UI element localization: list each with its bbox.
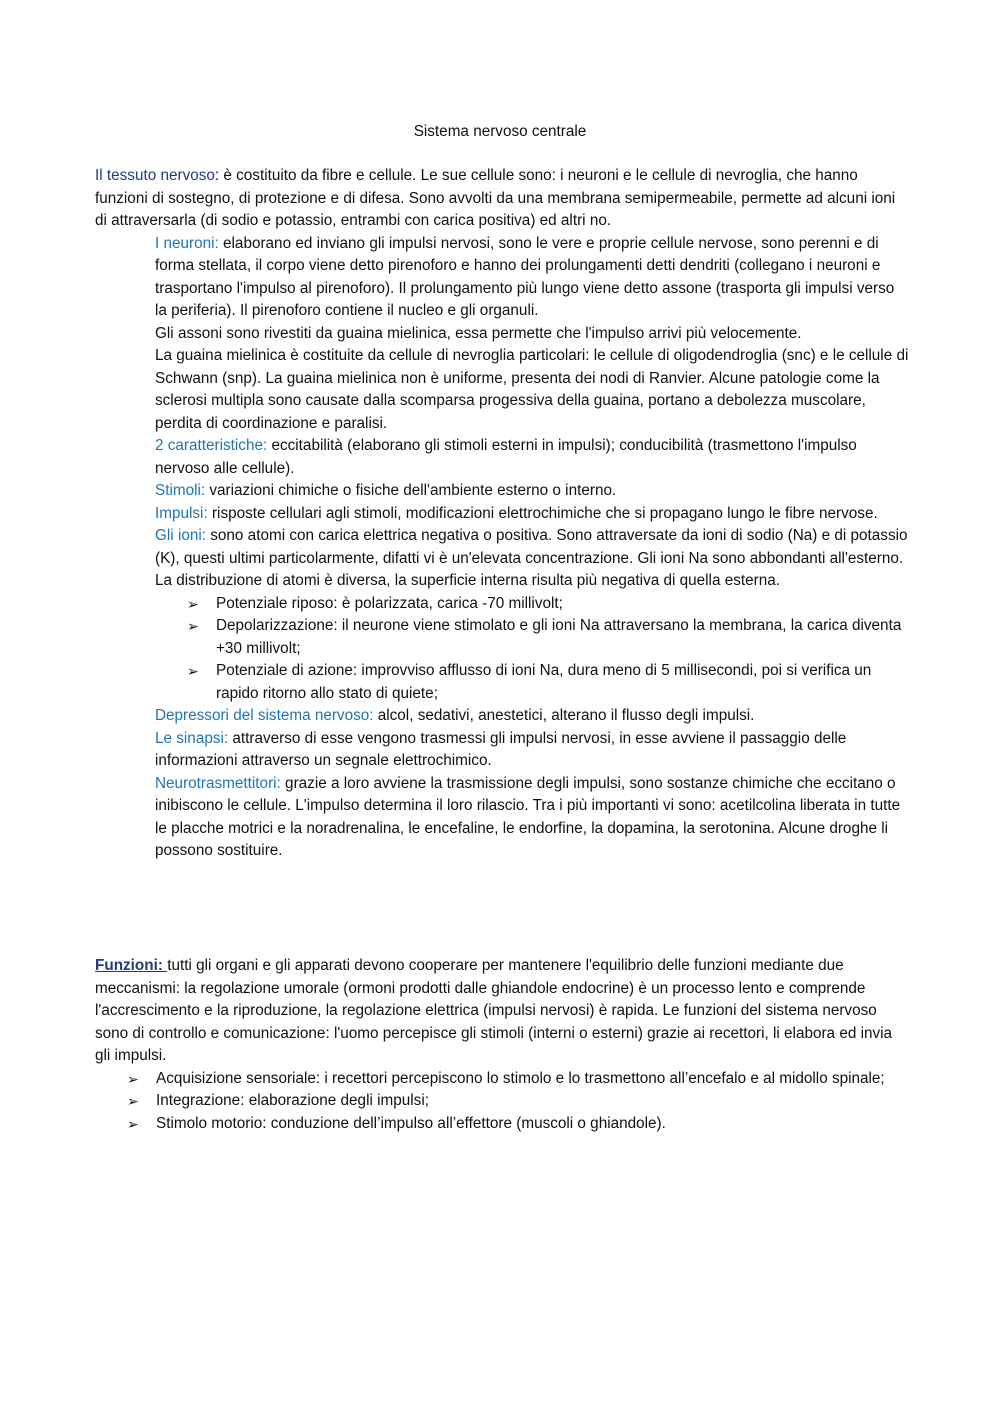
paragraph-impulsi <box>155 503 910 526</box>
label-tessuto: Il tessuto nervoso <box>95 167 215 184</box>
text-ioni: sono atomi con carica elettrica negativa o positiva. Sono attraversate da ioni di sodio (Na) e di potassio (K), questi ultimi particolarmente, difatti vi è un'elevata concentrazione. Gli ioni Na sono abbondanti all'esterno. <box>155 527 908 567</box>
paragraph-ioni <box>155 525 910 570</box>
list-item: ➢ Stimolo motorio: conduzione dell’impulso all’effettore (muscoli o ghiandole). <box>95 1113 910 1136</box>
arrow-bullet-icon: ➢ <box>187 618 199 634</box>
text-neurotrasmettitori: grazie a loro avviene la trasmissione degli impulsi, sono sostanze chimiche che eccitano o inibiscono le cellule. L'impulso determina il loro rilascio. Tra i più importanti vi sono: acetilcolina liberata in tutte le placche motrici e la noradrenalina, le encefaline, le endorfine, la dopamina, la serotonina. Alcune droghe li possono sostituire. <box>155 774 901 859</box>
section-tessuto <box>95 165 910 863</box>
list-item: ➢ Integrazione: elaborazione degli impulsi; <box>95 1090 910 1113</box>
list-item: ➢ Depolarizzazione: il neurone viene stimolato e gli ioni Na attraversano la membrana, la carica diventa +30 millivolt; <box>187 617 902 657</box>
text-tessuto: : è costituito da fibre e cellule. Le sue cellule sono: i neuroni e le cellule di nevroglia, che hanno funzioni di sostegno, di protezione e di difesa. Sono avvolti da una membrana semipermeabile, permette ad alcuni ioni di attraversarla (di sodio e potassio, entrambi con carica positiva) ed altri no. <box>95 167 896 229</box>
text-depressori: alcol, sedativi, anestetici, alterano il flusso degli impulsi. <box>373 707 755 724</box>
text-impulsi: risposte cellulari agli stimoli, modificazioni elettrochimiche che si propagano lungo le fibre nervose. <box>207 504 878 522</box>
paragraph-depressori <box>155 705 910 728</box>
paragraph-guaina: La guaina mielinica è costituite da cellule di nevroglia particolari: le cellule di oligodendroglia (snc) e le cellule di Schwann (snp). La guaina mielinica non è uniforme, presenta dei nodi di Ranvier. Alcune patologie come la sclerosi multipla sono causate dalla scomparsa progessiva della guaina, portano a debolezza muscolare, perdita di coordinazione e paralisi. <box>155 347 909 432</box>
text-sinapsi: attraverso di esse vengono trasmessi gli impulsi nervosi, in esse avviene il passaggio delle informazioni attraverso un segnale elettrochimico. <box>155 729 847 769</box>
label-depressori: Depressori del sistema nervoso: <box>155 707 374 724</box>
label-impulsi: Impulsi: <box>155 504 208 522</box>
arrow-bullet-icon: ➢ <box>127 1070 139 1087</box>
label-neuroni: I neuroni: <box>155 234 219 252</box>
label-stimoli: Stimoli: <box>155 482 206 499</box>
list-item: ➢ Acquisizione sensoriale: i recettori percepiscono lo stimolo e lo trasmettono all’encefalo e al midollo spinale; <box>95 1068 910 1091</box>
text-caratteristiche: eccitabilità (elaborano gli stimoli esterni in impulsi); conducibilità (trasmettono l'impulso nervoso alle cellule). <box>155 437 857 477</box>
paragraph-funzioni <box>95 955 910 1068</box>
paragraph-assoni: Gli assoni sono rivestiti da guaina mielinica, essa permette che l'impulso arrivi più velocemente. <box>155 324 802 342</box>
funzioni-list <box>95 1068 910 1136</box>
arrow-bullet-icon: ➢ <box>127 1115 139 1132</box>
indented-block-2 <box>155 705 910 863</box>
paragraph-distribuzione: La distribuzione di atomi è diversa, la superficie interna risulta più negativa di quella esterna. <box>155 572 780 589</box>
label-sinapsi: Le sinapsi: <box>155 729 229 747</box>
paragraph-neuroni <box>155 233 910 323</box>
arrow-bullet-icon: ➢ <box>187 595 199 612</box>
list-item: ➢ Potenziale riposo: è polarizzata, carica -70 millivolt; <box>95 593 910 616</box>
text-funzioni: tutti gli organi e gli apparati devono cooperare per mantenere l'equilibrio delle funzioni mediante due meccanismi: la regolazione umorale (ormoni prodotti dalle ghiandole endocrine) è un processo lento e comprende l'accrescimento e la riproduzione, la regolazione elettrica (impulsi nervosi) è rapida. Le funzioni del sistema nervoso sono di controllo e comunicazione: l'uomo percepisce gli stimoli (interni o esterni) grazie ai recettori, li elabora ed invia gli impulsi. <box>95 957 893 1064</box>
text-stimoli: variazioni chimiche o fisiche dell'ambiente esterno o interno. <box>205 482 617 499</box>
paragraph-stimoli <box>155 480 910 503</box>
label-neurotrasmettitori: Neurotrasmettitori: <box>155 774 281 792</box>
paragraph-tessuto <box>95 165 910 233</box>
label-ioni: Gli ioni: <box>155 527 207 544</box>
indented-block <box>155 233 910 593</box>
list-item: ➢ Potenziale di azione: improvviso afflusso di ioni Na, dura meno di 5 millisecondi, poi si verifica un rapido ritorno allo stato di quiete; <box>187 662 872 702</box>
arrow-bullet-icon: ➢ <box>127 1093 139 1109</box>
paragraph-caratteristiche <box>155 435 910 480</box>
label-caratteristiche: 2 caratteristiche: <box>155 437 268 454</box>
section-funzioni <box>95 955 910 1135</box>
potenziali-list <box>95 593 910 706</box>
label-funzioni: Funzioni: <box>95 957 168 974</box>
text-neuroni: elaborano ed inviano gli impulsi nervosi, sono le vere e proprie cellule nervose, sono perenni e di forma stellata, il corpo viene detto pirenoforo e hanno dei prolungamenti detti dendriti (collegano i neuroni e trasportano l'impulso al pirenoforo). Il prolungamento più lungo viene detto assone (trasporta gli impulsi verso la periferia). Il pirenoforo contiene il nucleo e gli organuli. <box>155 234 895 319</box>
paragraph-neurotrasmettitori <box>155 773 910 863</box>
page-title: Sistema nervoso centrale <box>413 123 587 140</box>
arrow-bullet-icon: ➢ <box>187 663 199 679</box>
paragraph-sinapsi <box>155 728 910 773</box>
